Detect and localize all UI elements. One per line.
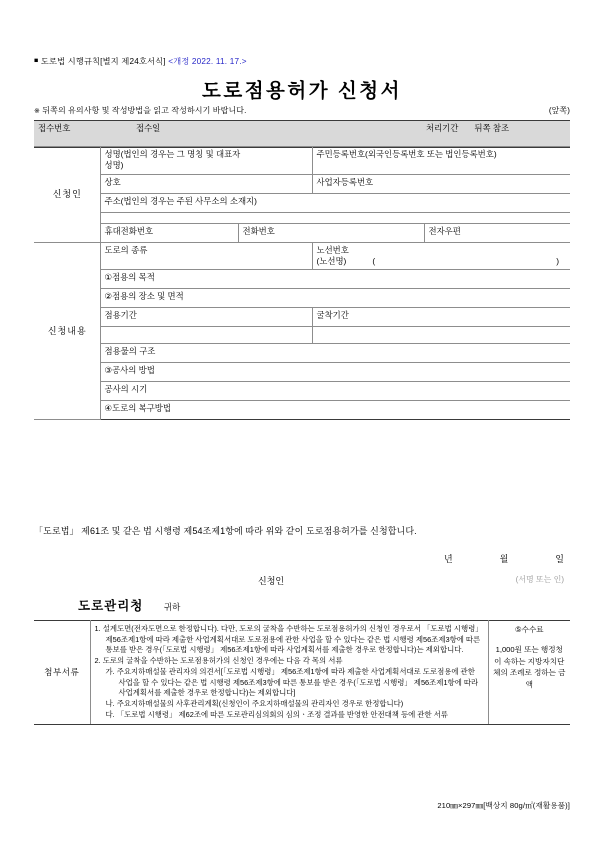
table-row [34,147,570,175]
applicant-section-label: 신청인 [34,147,100,243]
table-row [34,344,570,363]
content-section-label: 신청내용 [34,242,100,420]
excavation-period-label: 굴착기간 [312,308,570,327]
main-form-table [34,146,570,420]
table-row [34,327,570,344]
table-row [34,363,570,382]
statement-text: 「도로법」 제61조 및 같은 법 시행령 제54조제1항에 따라 위와 같이 도로점용허가를 신청합니다. [34,526,417,536]
route-no-cell [312,242,570,270]
route-name-row [317,256,568,267]
year-label: 년 [444,554,453,564]
applicant-email-label: 전자우편 [424,223,570,242]
attachments-table [34,620,570,725]
form-id-text: 도로법 시행규칙[별지 제24호서식] [40,57,166,66]
table-row [34,308,570,327]
notice-text [34,105,246,116]
table-row [34,289,570,308]
table-row [34,212,570,223]
table-row [34,174,570,193]
page-side-marker: (앞쪽) [548,106,570,115]
form-id-line [34,56,247,67]
table-row [34,382,570,401]
form-revision-text: <개정 2022. 11. 17.> [168,57,247,66]
receipt-header-table [34,120,570,148]
attachments-body [90,621,488,725]
bullet-square-icon: ■ [34,57,39,65]
construction-time-label: 공사의 시기 [100,382,570,401]
applicant-trade-name-label: 상호 [100,174,312,193]
paren-open: ( [372,256,376,267]
applicant-phone-label: 전화번호 [238,223,424,242]
attachments-label: 첨부서류 [34,621,90,725]
table-row [34,242,570,270]
table-row [34,621,570,725]
month-label: 월 [499,554,509,564]
occupancy-period-value-area [100,327,312,344]
agency-name: 도로관리청 [78,599,144,613]
occupancy-purpose-label: ①점용의 목적 [100,270,570,289]
day-label: 일 [555,554,564,564]
attachment-subitem-na: 나. 주요지하매설물의 사후관리계획(신청인이 주요지하매설물의 관리자인 경우로 한정합니다) [105,699,404,709]
road-type-label: 도로의 종류 [100,242,312,270]
fee-title: ⑤수수료 [514,625,544,634]
process-period-cell [422,121,570,148]
restoration-method-label: ④도로의 복구방법 [100,401,570,420]
receipt-no-cell: 접수번호 [34,121,132,148]
applicant-rrn-label: 주민등록번호(외국인등록번호 또는 법인등록번호) [312,147,570,175]
notice-body: 뒤쪽의 유의사항 및 작성방법을 읽고 작성하시기 바랍니다. [42,106,247,115]
notice-row [34,105,570,116]
occupancy-place-area-label: ②점용의 장소 및 면적 [100,289,570,308]
signature-note: (서명 또는 인) [515,575,564,584]
structure-label: 점용물의 구조 [100,344,570,363]
attachment-subitem-ga: 가. 주요지하매설물 관리자의 의견서[「도로법 시행령」 제56조제1항에 따라 제출한 사업계획서대로 도로점용에 관한 사업을 할 수 있다는 같은 법 시행령 제56조제3항에 따른 통보를 받은 경우(「도로법 시행령」 제56조제1항에 따라 사업계획서를 제출한 경우로 한정합니다)는 제외합니다] [105,666,479,698]
asterisk-icon: ※ [34,108,40,115]
route-no-label: 노선번호 [316,244,349,255]
attachment-item-2: 2. 도로의 굴착을 수반하는 도로점용허가의 신청인 경우에는 다음 각 목의 서류 [94,656,343,666]
process-period-value: 뒤쪽 참조 [474,123,510,133]
occupancy-period-label: 점용기간 [100,308,312,327]
agency-line [78,596,180,614]
table-row [34,223,570,242]
gwiha-label: 귀하 [163,602,181,612]
applicant-mobile-label: 휴대전화번호 [100,223,238,242]
attachment-item-1: 1. 설계도면(전자도면으로 한정합니다). 다만, 도로의 굴착을 수반하는 도로점용허가의 신청인 경우로서 「도로법 시행령」 제56조제1항에 따라 제출한 사업계획서대로 도로점용에 관한 사업을 할 수 있다는 같은 법 시행령 제56조제3항에 따른 통보를 받은 경우(「도로법 시행령」 제56조제1항에 따라 사업계획서를 제출한 경우로 한정합니다)는 제외합니다. [94,624,483,655]
applicant-address-label: 주소(법인의 경우는 주된 사무소의 소재지) [100,193,570,212]
receipt-date-cell: 접수일 [132,121,422,148]
table-row [34,121,570,148]
route-name-label: (노선명) [316,256,347,267]
attachment-subitem-da: 다. 「도로법 시행령」 제62조에 따른 도로관리심의회의 심의ㆍ조정 결과를 반영한 안전대책 등에 관한 서류 [105,709,448,719]
table-row [34,270,570,289]
fee-amount: 1,000원 또는 행정청이 속하는 지방자치단체의 조례로 정하는 금액 [493,645,566,689]
paper-size-note: 210㎜×297㎜[백상지 80g/㎡(재활용품)] [437,801,570,810]
applicant-biz-no-label: 사업자등록번호 [312,174,570,193]
applicant-word: 신청인 [258,576,285,586]
page-title: 도로점용허가 신청서 [202,80,402,102]
fee-cell [488,621,570,725]
table-row [34,193,570,212]
applicant-address-value-area [100,212,570,223]
table-row [34,401,570,420]
excavation-period-value-area [312,327,570,344]
process-period-label: 처리기간 [426,123,459,133]
paren-close: ) [556,256,560,267]
applicant-name-label: 성명(법인의 경우는 그 명칭 및 대표자 성명) [100,147,312,175]
construction-method-label: ③공사의 방법 [100,363,570,382]
